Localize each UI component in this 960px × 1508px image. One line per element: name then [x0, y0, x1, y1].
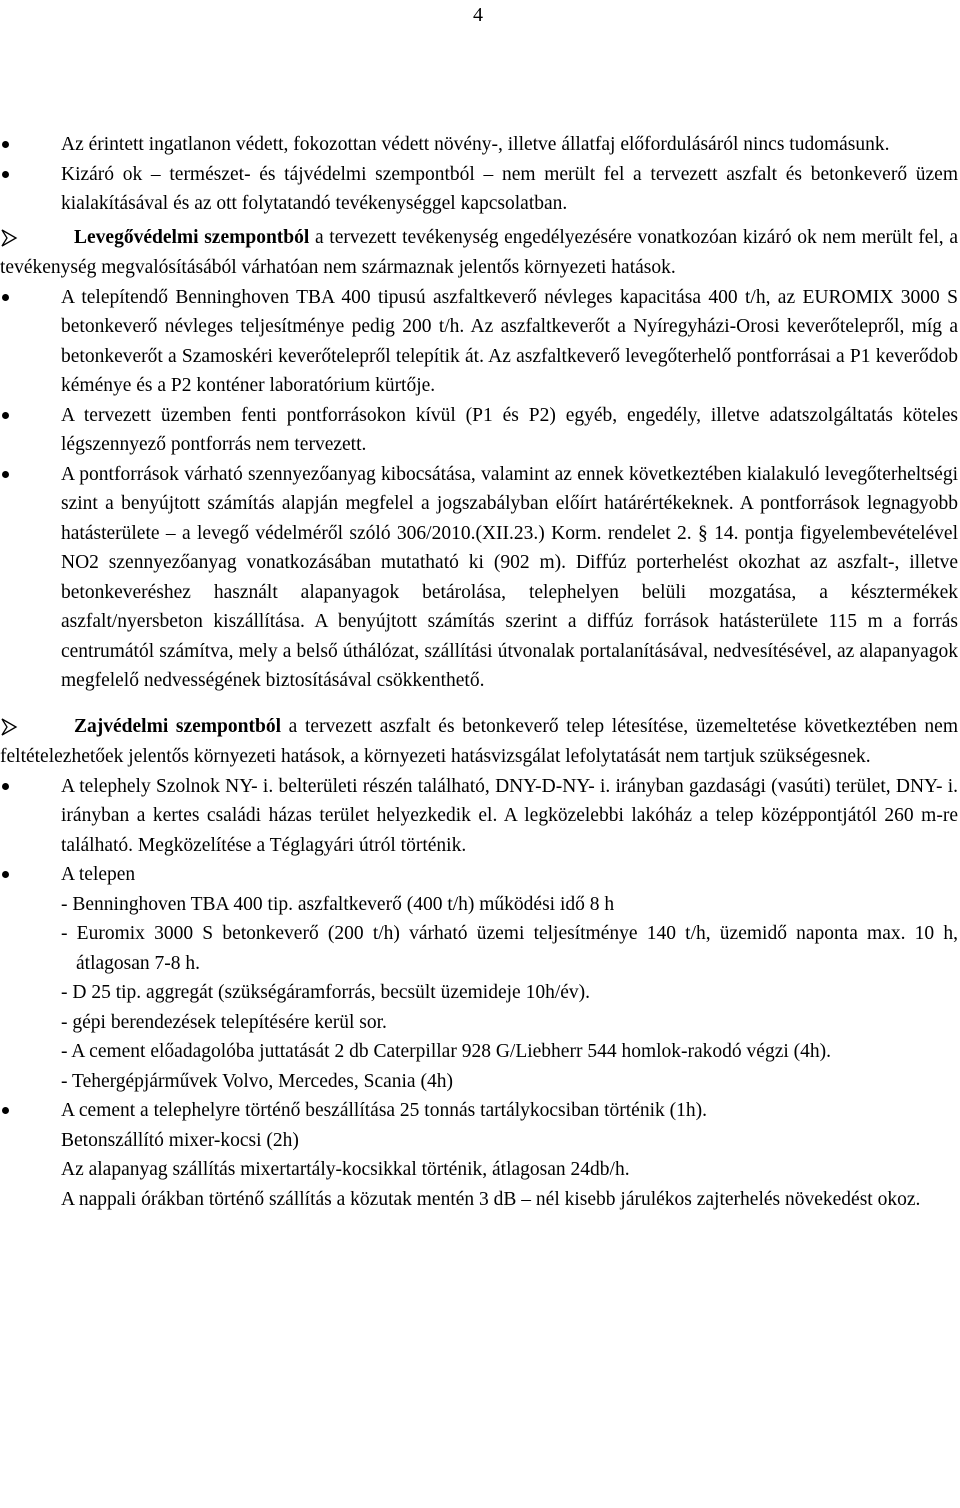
- bullet-nature-protection: Kizáró ok – természet- és tájvédelmi szempontból – nem merült fel a tervezett aszfalt és betonkeverő üzem kialakításával és az ott folytatandó tevékenységgel kapcsolatban.: [0, 160, 958, 219]
- bullet-on-site: A telepen: [0, 860, 958, 890]
- list-item: - Benninghoven TBA 400 tip. aszfaltkeverő (400 t/h) működési idő 8 h: [61, 893, 615, 915]
- daytime-noise-line: A nappali órákban történő szállítás a közutak mentén 3 dB – nél kisebb járulékos zajterhelés növekedést okoz.: [61, 1188, 921, 1210]
- bullet-point-sources: A tervezett üzemben fenti pontforrásokon kívül (P1 és P2) egyéb, engedély, illetve adatszolgáltatás köteles légszennyező pontforrás nem tervezett.: [0, 401, 958, 460]
- arrow-bullet-icon: [0, 717, 18, 737]
- arrow-bullet-icon: [0, 228, 18, 248]
- bullet-mixer-capacity: A telepítendő Benninghoven TBA 400 tipusú aszfaltkeverő névleges kapacitása 400 t/h, az EUROMIX 3000 S betonkeverő névleges teljesítménye pedig 200 t/h. Az aszfaltkeverőt a Nyíregyházi-Orosi keverőtelepről, míg a betonkeverőt a Szamoskéri keverőtelepről telepítik át. Az aszfaltkeverő levegőterhelő pontforrásai a P1 keverődob kéménye és a P2 konténer laboratórium kürtője.: [0, 283, 958, 401]
- list-item: - Tehergépjárművek Volvo, Mercedes, Scania (4h): [61, 1070, 453, 1092]
- raw-material-line: Az alapanyag szállítás mixertartály-kocsikkal történik, átlagosan 24db/h.: [61, 1159, 630, 1180]
- page-number: 4: [473, 4, 483, 26]
- list-item: - gépi berendezések telepítésére kerül sor.: [61, 1011, 387, 1033]
- bullet-cement-delivery: A cement a telephelyre történő beszállítása 25 tonnás tartálykocsiban történik (1h).: [0, 1096, 958, 1126]
- bullet-protected-species: Az érintett ingatlanon védett, fokozottan védett növény-, illetve állatfaj előfordulásáról nincs tudomásunk.: [0, 130, 958, 160]
- section-noise-protection: [0, 712, 958, 772]
- noise-protection-title: Zajvédelmi szempontból: [74, 715, 281, 737]
- bullet-site-location: A telephely Szolnok NY- i. belterületi részén található, DNY-D-NY- i. irányban gazdasági (vasúti) terület, DNY- i. irányban a kertes családi házas terület helyezkedik el. A legközelebbi lakóház a telep középpontjától 260 m-re található. Megközelítése a Téglagyári útról történik.: [0, 772, 958, 861]
- list-item: - A cement előadagolóba juttatását 2 db Caterpillar 928 G/Liebherr 544 homlok-rakodó végzi (4h).: [61, 1041, 832, 1062]
- list-item: - Euromix 3000 S betonkeverő (200 t/h) várható üzemi teljesítménye 140 t/h, üzemidő naponta max. 10 h, átlagosan 7-8 h.: [61, 923, 958, 974]
- noise-protection-text: a tervezett aszfalt és betonkeverő telep létesítése, üzemeltetése következtében nem feltételezhetőek jelentős környezeti hatások, a környezeti hatásvizsgálat lefolytatását nem tartjuk szükségesnek.: [0, 715, 959, 767]
- section-air-protection: [0, 223, 958, 283]
- mixer-truck-line: Betonszállító mixer-kocsi (2h): [61, 1129, 299, 1151]
- bullet-emissions: A pontforrások várható szennyezőanyag kibocsátása, valamint az ennek következtében kialakuló levegőterheltségi szint a benyújtott számítás alapján megfelel a jogszabályban előírt határértékeknek. A pontforrások legnagyobb hatásterülete – a levegő védelméről szóló 306/2010.(XII.23.) Korm. rendelet 2. § 14. pontja figyelembevételével NO2 szennyezőanyag vonatkozásában mutatható ki (902 m). Diffúz porterhelést okozhat az aszfalt-, illetve betonkeveréshez használt alapanyagok betárolása, telephelyen belüli mozgatása, a késztermékek aszfalt/nyersbeton kiszállítása. A benyújtott számítás szerint a diffúz források hatásterülete 115 m a forrás centrumától számítva, mely a belső úthálózat, szállítási útvonalak portalanításával, nedvesítésével, az alapanyagok megfelelő nedvességének biztosításával csökkenthető.: [0, 460, 958, 696]
- list-item: - D 25 tip. aggregát (szükségáramforrás, becsült üzemideje 10h/év).: [61, 982, 591, 1003]
- air-protection-text: a tervezett tevékenység engedélyezésére vonatkozóan kizáró ok nem merült fel, a tevékenység megvalósításából várhatóan nem származnak jelentős környezeti hatások.: [0, 226, 958, 278]
- air-protection-title: Levegővédelmi szempontból: [74, 226, 310, 248]
- document-body: [0, 130, 958, 1214]
